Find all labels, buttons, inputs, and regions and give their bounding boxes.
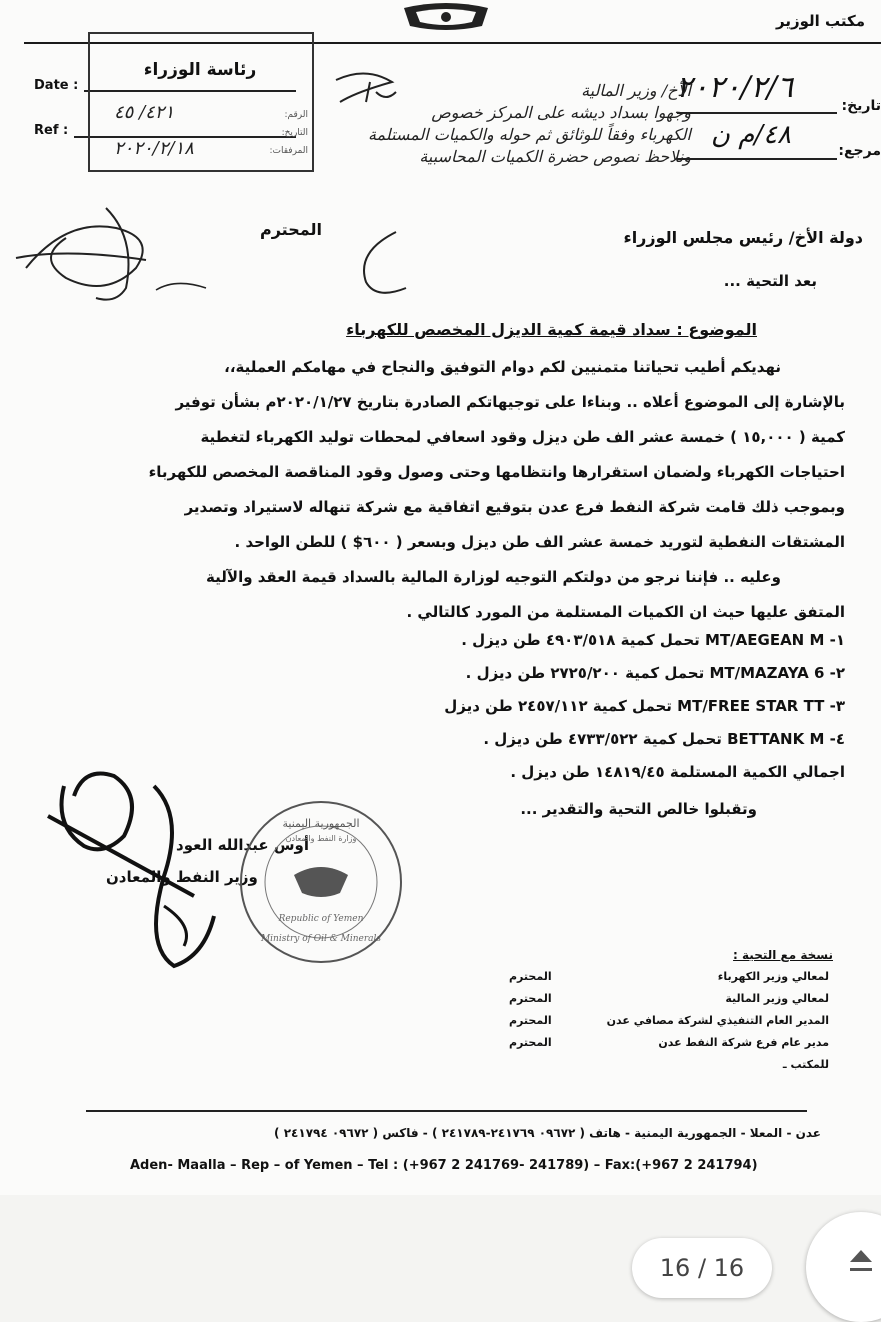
body-line: المشتقات النفطية لتوريد خمسة عشر الف طن ديزل وبسعر ( ٦٠٠$ ) للطن الواحد . — [234, 533, 845, 551]
stamp-title: رئاسة الوزراء — [143, 60, 257, 80]
seal-english-bottom: Ministry of Oil & Minerals — [260, 934, 382, 944]
copy-honorific: المحترم — [509, 1036, 552, 1049]
handwritten-line: الكهرباء وفقاً للوثائق ثم حوله والكميات المستلمة — [367, 125, 691, 144]
arabic-date-label: تاريخ: — [841, 98, 881, 114]
sender-title: وزير النفط والمعادن — [106, 868, 258, 886]
copy-recipient: لمعالي وزير المالية — [725, 992, 829, 1005]
copy-recipient: للمكتب ـ — [782, 1058, 829, 1071]
list-item-total: اجمالي الكمية المستلمة ١٤٨١٩/٤٥ طن ديزل . — [510, 763, 845, 781]
body-line: كمية ( ١٥,٠٠٠ ) خمسة عشر الف طن ديزل وقود اسعافي لمحطات توليد الكهرباء لتغطية — [200, 428, 845, 446]
body-line: وبموجب ذلك قامت شركة النفط فرع عدن بتوقيع اتفاقية مع شركة تنهاله لاستيراد وتصدير — [184, 498, 845, 516]
body-line: المتفق عليها حيث ان الكميات المستلمة من المورد كالتالي . — [406, 603, 845, 621]
greeting: بعد التحية ... — [723, 272, 817, 290]
arabic-ref-value: ٤٨/م ن — [710, 120, 791, 150]
copy-honorific: المحترم — [509, 992, 552, 1005]
list-item: ٢- MT/MAZAYA 6 تحمل كمية ٢٧٢٥/٢٠٠ طن ديزل . — [465, 664, 845, 682]
list-item: ٤- BETTANK M تحمل كمية ٤٧٣٣/٥٢٢ طن ديزل . — [483, 730, 845, 748]
sender-name: أوس عبدالله العود — [176, 836, 309, 854]
minister-office-label: مكتب الوزير — [775, 12, 865, 30]
list-item — [509, 1010, 829, 1032]
body-line: نهديكم أطيب تحياتنا متمنيين لكم دوام التوفيق والنجاح في مهامكم العملية،، — [224, 358, 781, 376]
stamp-attachments-label: المرفقات: — [269, 146, 308, 156]
copy-honorific: المحترم — [509, 1014, 552, 1027]
list-item — [509, 966, 829, 988]
seal-english-top: Republic of Yemen — [278, 914, 364, 924]
footer-rule — [86, 1110, 807, 1112]
seal-arabic-subtext: وزارة النفط والمعادن — [285, 834, 357, 843]
scroll-to-top-button[interactable] — [806, 1212, 881, 1322]
footer-english-address: Aden- Maalla – Rep – of Yemen – Tel : (+967 2 241769- 241789) – Fax:(+967 2 241794) — [130, 1158, 758, 1173]
copies-heading: نسخة مع التحية : — [733, 948, 833, 962]
copy-recipient: لمعالي وزير الكهرباء — [717, 970, 829, 983]
copy-honorific: المحترم — [509, 970, 552, 983]
ministry-seal — [236, 797, 406, 967]
page-indicator: 16 / 16 — [632, 1238, 772, 1298]
received-stamp — [88, 32, 314, 172]
ref-label: Ref : — [34, 123, 69, 138]
copy-recipient: المدير العام التنفيذي لشركة مصافي عدن — [606, 1014, 829, 1027]
list-item: ٣- MT/FREE STAR TT تحمل كمية ٢٤٥٧/١١٢ طن ديزل — [444, 697, 845, 715]
incoming-signature — [6, 198, 256, 308]
seal-arabic-text: الجمهورية اليمنية — [282, 817, 360, 830]
shipments-list — [325, 624, 845, 789]
arrow-up-icon — [848, 1246, 874, 1276]
body-line: احتياجات الكهرباء ولضمان استقرارها وانتظامها وحتى وصول وقود المناقصة المخصص للكهرباء — [148, 463, 845, 481]
list-item — [509, 988, 829, 1010]
stamp-number-value: ٤٢١/ ٤٥ — [114, 102, 175, 123]
arabic-ref-line — [677, 158, 837, 160]
closing-line: وتقبلوا خالص التحية والتقدير ... — [520, 800, 757, 818]
pm-signature-scribble — [296, 62, 416, 302]
stamp-number-label: الرقم: — [284, 110, 308, 120]
list-item: ١- MT/AEGEAN M تحمل كمية ٤٩٠٣/٥١٨ طن ديزل . — [461, 631, 845, 649]
handwritten-line: وجهوا بسداد ديشه على المركز خصوص — [431, 103, 691, 122]
date-label: Date : — [34, 78, 79, 93]
stamp-date-value: ٢٠٢٠/٢/١٨ — [114, 138, 194, 159]
recipient-honorific: المحترم — [260, 220, 322, 239]
footer-arabic-address: عدن - المعلا - الجمهورية اليمنية - هاتف ( ٠٩٦٧٢ ٢٤١٧٦٩-٢٤١٧٨٩ ) - فاكس ( ٠٩٦٧٢ ٢٤١٧٩٤ ) — [274, 1126, 821, 1140]
minister-signature — [44, 756, 234, 976]
handwritten-line: الأخ/ وزير المالية — [581, 81, 691, 100]
body-line: بالإشارة إلى الموضوع أعلاه .. وبناءا على توجيهاتكم الصادرة بتاريخ ٢٠٢٠/١/٢٧م بشأن توفير — [175, 393, 845, 411]
list-item — [509, 1054, 829, 1076]
copy-honorific — [509, 1054, 563, 1076]
letter-body — [23, 350, 845, 630]
arabic-ref-label: مرجع: — [838, 143, 881, 159]
eagle-emblem-icon — [398, 0, 494, 34]
recipient-line: دولة الأخ/ رئيس مجلس الوزراء — [623, 228, 863, 247]
stamp-date-label: التاريخ: — [281, 128, 308, 138]
body-line: وعليه .. فإننا نرجو من دولتكم التوجيه لوزارة المالية بالسداد قيمة العقد والآلية — [206, 568, 781, 586]
list-item — [509, 1032, 829, 1054]
copy-recipient: مدير عام فرع شركة النفط عدن — [658, 1036, 829, 1049]
handwritten-line: ونلاحظ نصوص حضرة الكميات المحاسبية — [419, 147, 691, 166]
copies-list — [509, 966, 829, 1076]
letter-subject: الموضوع : سداد قيمة كمية الديزل المخصص للكهرباء — [346, 320, 757, 339]
arabic-date-line — [677, 112, 837, 114]
arabic-date-value: ٢٠٢٠/٢/٦ — [676, 70, 793, 105]
